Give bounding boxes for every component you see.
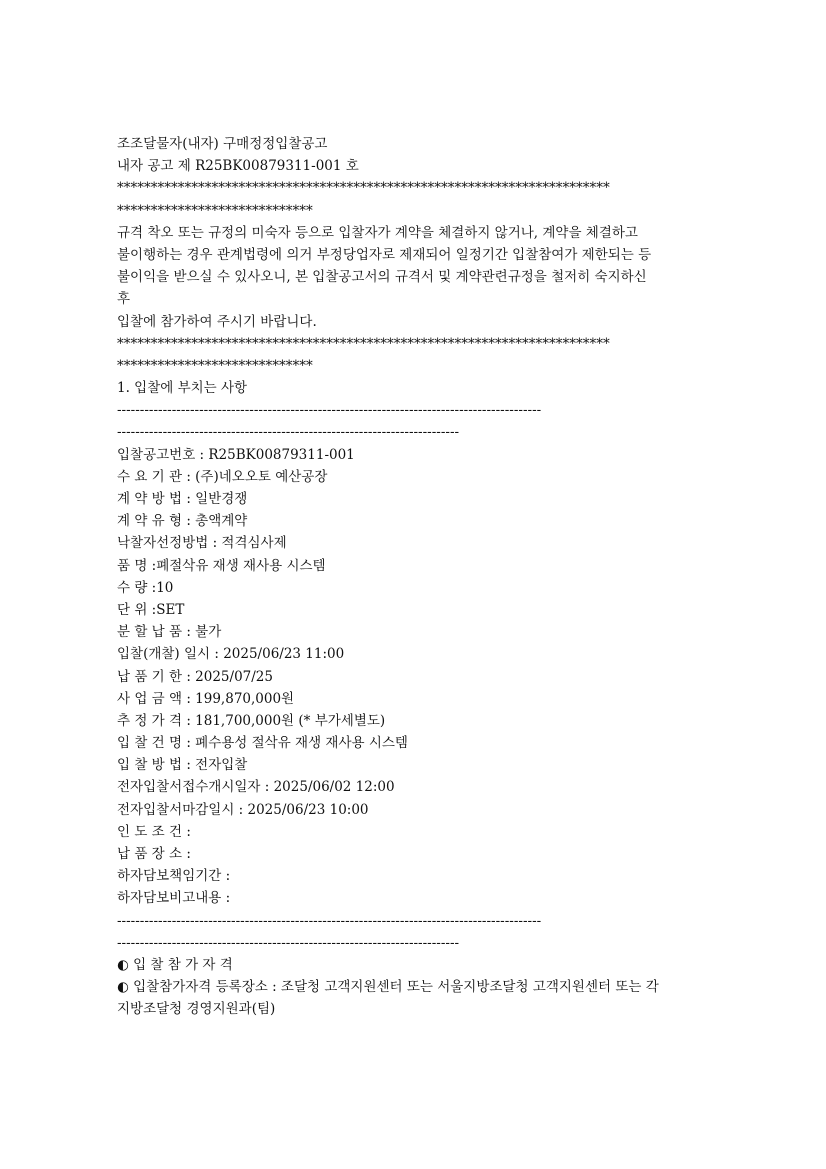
document-body bbox=[117, 133, 717, 1021]
dash-divider: --------------------------------------------------------------------------- bbox=[117, 934, 460, 951]
warning-text: 후 bbox=[117, 291, 131, 308]
dash-divider: --------------------------------------------------------------------------- bbox=[117, 424, 460, 441]
qualification-text: 지방조달청 경영지원과(팀) bbox=[117, 1001, 276, 1018]
detail-line: 입찰(개찰) 일시 : 2025/06/23 11:00 bbox=[117, 646, 345, 663]
qualification-heading: ◐ 입 찰 참 가 자 격 bbox=[117, 956, 233, 973]
detail-line: 납 품 장 소 : bbox=[117, 846, 191, 862]
warning-text: 불이익을 받으실 수 있사오니, 본 입찰공고서의 규격서 및 계약관련규정을 철저히 숙지하신 bbox=[117, 269, 647, 286]
document-title: 조조달물자(내자) 구매정정입찰공고 bbox=[117, 136, 328, 152]
detail-line: 납 품 기 한 : 2025/07/25 bbox=[117, 668, 273, 685]
detail-line: 전자입찰서마감일시 : 2025/06/23 10:00 bbox=[117, 801, 369, 818]
warning-text: 규격 착오 또는 규정의 미숙자 등으로 입찰자가 계약을 체결하지 않거나, 계약을 체결하고 bbox=[117, 224, 638, 241]
detail-line: 분 할 납 품 : 불가 bbox=[117, 624, 222, 641]
notice-number: 내자 공고 제 R25BK00879311-001 호 bbox=[117, 158, 359, 175]
detail-line: 품 명 :폐절삭유 재생 재사용 시스템 bbox=[117, 557, 326, 574]
detail-line: 입 찰 방 법 : 전자입찰 bbox=[117, 757, 248, 774]
star-divider: ************************************************************************* bbox=[117, 180, 610, 197]
detail-line: 사 업 금 액 : 199,870,000원 bbox=[117, 690, 295, 707]
warning-text: 불이행하는 경우 관계법령에 의거 부정당업자로 제재되어 일정기간 입찰참여가 제한되는 등 bbox=[117, 246, 652, 263]
star-divider: ***************************** bbox=[117, 357, 313, 374]
warning-text: 입찰에 참가하여 주시기 바랍니다. bbox=[117, 313, 317, 330]
star-divider: ************************************************************************* bbox=[117, 335, 610, 352]
detail-line: 입찰공고번호 : R25BK00879311-001 bbox=[117, 446, 355, 463]
detail-line: 수 요 기 관 : (주)네오오토 예산공장 bbox=[117, 468, 328, 485]
dash-divider: --------------------------------------------------------------------------------------------- bbox=[117, 402, 542, 419]
section-title: 1. 입찰에 부치는 사항 bbox=[117, 380, 248, 397]
detail-line: 단 위 :SET bbox=[117, 601, 185, 618]
detail-line: 하자담보비고내용 : bbox=[117, 890, 231, 907]
detail-line: 입 찰 건 명 : 폐수용성 절삭유 재생 재사용 시스템 bbox=[117, 735, 408, 752]
dash-divider: --------------------------------------------------------------------------------------------- bbox=[117, 912, 542, 929]
detail-line: 계 약 방 법 : 일반경쟁 bbox=[117, 491, 248, 507]
detail-line: 인 도 조 건 : bbox=[117, 823, 191, 840]
detail-line: 하자담보책임기간 : bbox=[117, 868, 231, 885]
detail-line: 수 량 :10 bbox=[117, 579, 174, 596]
detail-line: 전자입찰서접수개시일자 : 2025/06/02 12:00 bbox=[117, 779, 395, 796]
qualification-text: ◐ 입찰참가자격 등록장소 : 조달청 고객지원센터 또는 서울지방조달청 고객지원센터 또는 각 bbox=[117, 979, 659, 996]
detail-line: 추 정 가 격 : 181,700,000원 (* 부가세별도) bbox=[117, 712, 386, 729]
star-divider: ***************************** bbox=[117, 202, 313, 219]
detail-line: 낙찰자선정방법 : 적격심사제 bbox=[117, 535, 287, 552]
detail-line: 계 약 유 형 : 총액계약 bbox=[117, 513, 248, 530]
